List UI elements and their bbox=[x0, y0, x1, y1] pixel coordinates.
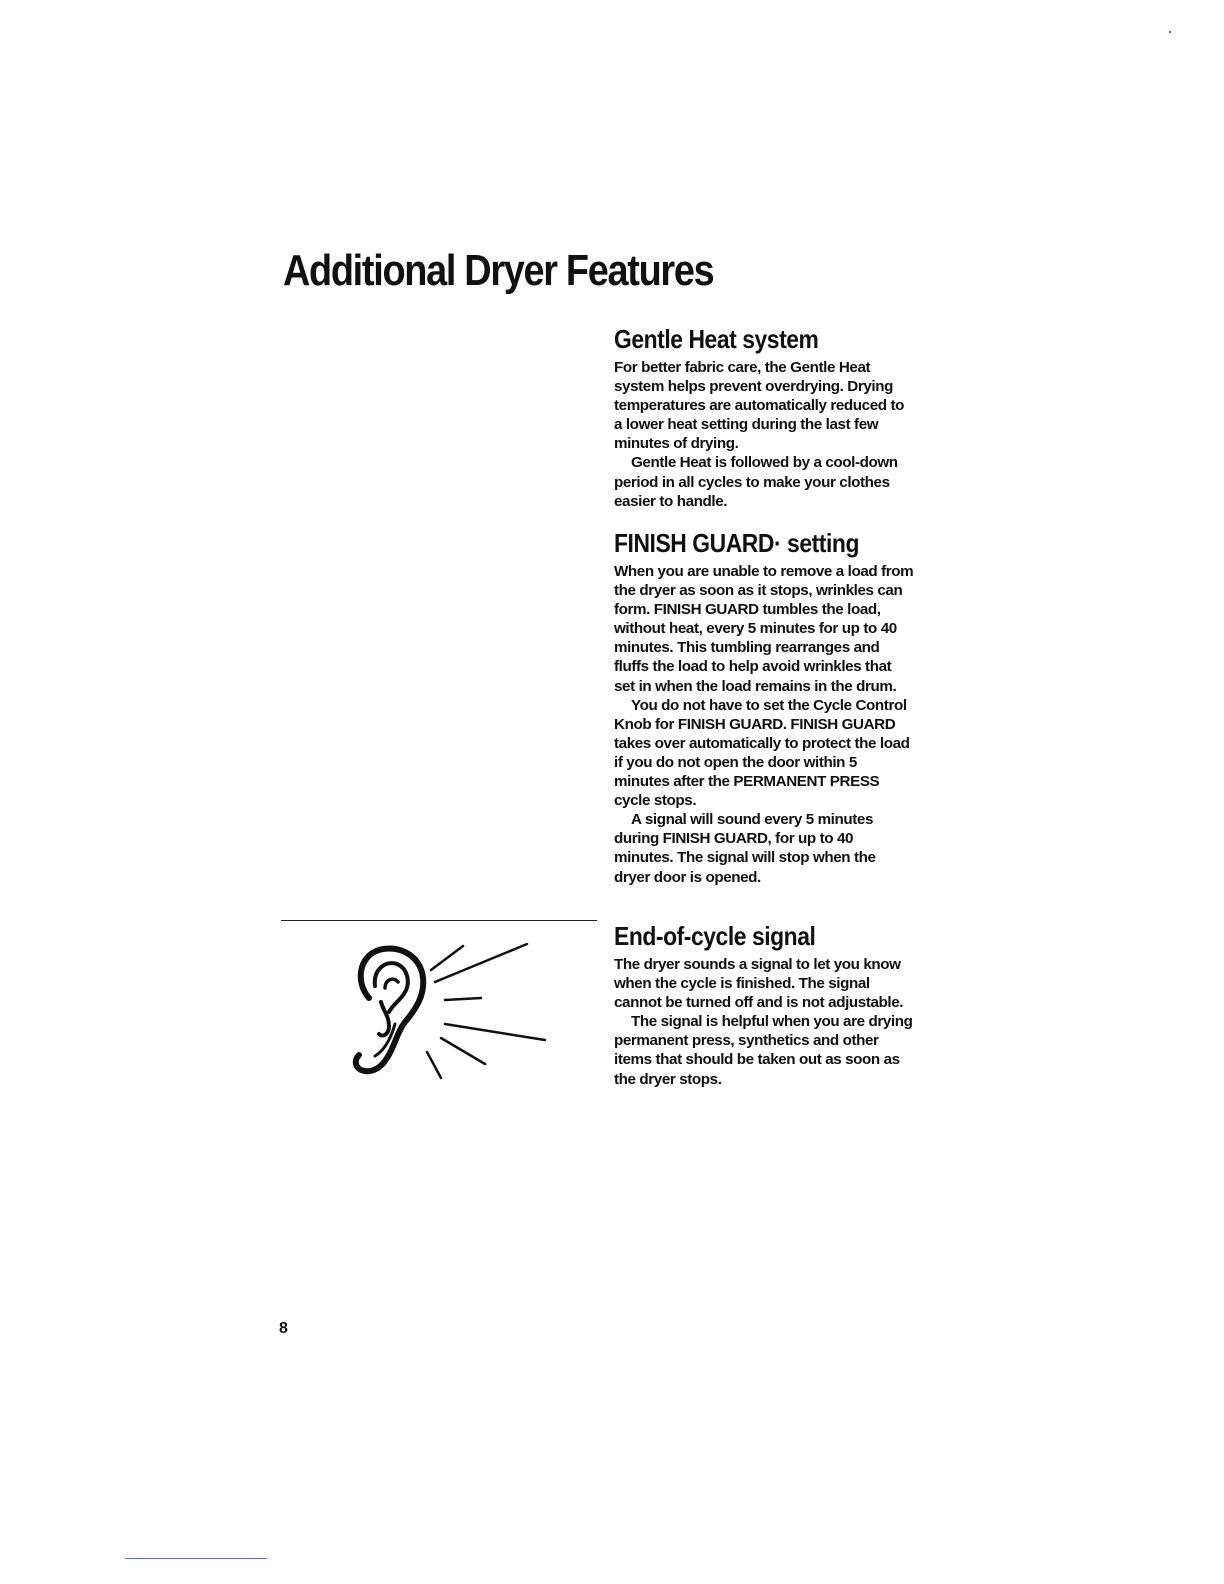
page-title: Additional Dryer Features bbox=[283, 246, 714, 295]
scan-speck bbox=[1169, 31, 1171, 33]
footer-rule bbox=[125, 1558, 267, 1559]
paragraph: You do not have to set the Cycle Control Knob for FINISH GUARD. FINISH GUARD takes over automatically to protect the load if you do not open the door within 5 minutes after the PERMANENT PRESS cycle stops. bbox=[614, 696, 910, 810]
paragraph: The signal is helpful when you are drying permanent press, synthetics and other items that should be taken out as soon as the dryer stops. bbox=[614, 1013, 913, 1088]
ear-hearing-sound-icon bbox=[345, 938, 560, 1088]
paragraph: Gentle Heat is followed by a cool-down period in all cycles to make your clothes easier to handle. bbox=[614, 454, 898, 510]
page-number: 8 bbox=[279, 1320, 288, 1337]
paragraph: When you are unable to remove a load from the dryer as soon as it stops, wrinkles can form. FINISH GUARD tumbles the load, without heat, every 5 minutes for up to 40 minutes. This tumbling rearranges and fluffs the load to help avoid wrinkles that set in when the load remains in the drum. bbox=[614, 563, 914, 695]
section-heading-gentle-heat: Gentle Heat system bbox=[614, 324, 819, 354]
section-heading-finish-guard: FINISH GUARD· setting bbox=[614, 528, 859, 558]
section-gentle-heat bbox=[614, 324, 914, 511]
section-heading-end-of-cycle-signal: End-of-cycle signal bbox=[614, 921, 816, 951]
section-end-of-cycle-signal bbox=[614, 921, 914, 1089]
paragraph: For better fabric care, the Gentle Heat system helps prevent overdrying. Drying temperatures are automatically reduced to a lower heat setting during the last few minutes of drying. bbox=[614, 359, 904, 453]
paragraph: The dryer sounds a signal to let you know when the cycle is finished. The signal cannot be turned off and is not adjustable. bbox=[614, 956, 904, 1012]
paragraph: A signal will sound every 5 minutes during FINISH GUARD, for up to 40 minutes. The signal will stop when the dryer door is opened. bbox=[614, 811, 876, 886]
section-finish-guard bbox=[614, 528, 914, 887]
section-divider bbox=[281, 920, 597, 921]
